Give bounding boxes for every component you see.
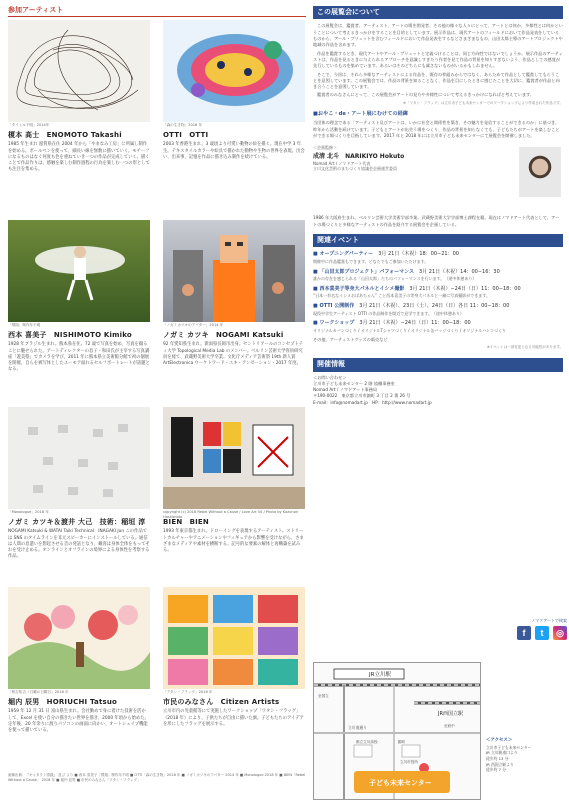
event-desc: 誰かの存在を感じられる「山田太郎」たちのパフォーマンスを行います。（途中休憩あり） (313, 276, 477, 282)
event-title: オープニングパーティー (319, 251, 374, 258)
events-note: ※イベントは一部変更となる可能性があります。 (486, 345, 563, 350)
event-desc: 開催中に作品鑑賞もできます。どなたでもご参加いただけます。 (313, 259, 429, 265)
curator-photo (519, 147, 561, 197)
info-section (313, 358, 563, 406)
event-title: 西本喜美子等身大パネルとイシメ撮影 (319, 285, 405, 292)
about-paragraph: この展覧会は、鑑賞者、アーティスト、アートの場を開発者、その他の様々な人々にとって、アートとは何か、多様性とは何かということについて考えるきっかけをすることを目的としています。展示作品は、現代アートのフィールドにおいて作品発表をしているものから、アール・ブリュットを含むフィールドにおいて作品発表をするなどさまざまなもの、山田太郎主導のアートプロジェクトや地域の作品を含めます。 (313, 23, 563, 48)
instagram-icon[interactable]: ◎ (553, 626, 567, 640)
artwork-caption: 「秋吉佑吉（日曜の日曜日」2016 年 (8, 690, 69, 694)
event-title: 「山田太郎プロジェクト」パフォーマンス (319, 268, 414, 275)
info-column (313, 6, 563, 406)
map-label: 立川南通り (348, 725, 367, 730)
artist-bio: 1993 年東京都生まれ。ドローイングを表現するアーティスト。ストリートカルチャーやアニメーションやフィギュアから影響を受けながら、さまざまなメディアや素材を横断する。記号的な要素の解体と再構築を試みる。 (163, 529, 304, 554)
artwork-caption: copyright (c) 2018 Rebel Without a Cause / Love Art 54 / Photo by Kazunori Hashimoto (163, 510, 299, 519)
map-label: 都立立川高校 (356, 740, 378, 744)
event-desc: “日本一有名なイシメおばあちゃん” こと西本喜美子の等身大パネルと一緒に写真撮影ができます。 (313, 293, 490, 299)
map-station-top: JR立川駅 (369, 672, 391, 678)
artists-section (8, 6, 306, 17)
access-line: JR 西国立駅より (486, 761, 514, 767)
access-line: 立川市子ども未来センター (486, 744, 532, 750)
access-line: 徒歩約 13 分 (486, 755, 509, 761)
social-block (497, 618, 567, 640)
artist-card-otti (163, 20, 305, 161)
artist-name: BIEN BIEN (163, 518, 209, 526)
contact-line: ＜お問い合わせ＞ (313, 374, 347, 380)
artwork-caption: 「飛翔」制作年不明 (8, 323, 41, 327)
event-time: 3月 21日（木祝）−24日（日）11：00−18：00 (359, 319, 471, 326)
info-heading: 開催情報 (313, 358, 563, 371)
map-label: 錦町 (398, 740, 406, 744)
background-heading: ■おやこ・de・アート展にむけての経緯 (313, 111, 408, 118)
events-section (313, 234, 563, 350)
artists-heading: 参加アーティスト (8, 6, 306, 17)
event-time: 3月 21日（木祝）14：00−16：30 (419, 268, 500, 275)
curator-block (313, 145, 563, 213)
artist-name: ノガミ カツキ NOGAMI Katsuki (163, 331, 284, 339)
artist-card-citizen (163, 587, 305, 728)
artwork-citizen-image (163, 587, 305, 689)
artist-name: OTTI OTTI (163, 131, 209, 139)
access-title: ＜アクセス＞ (486, 738, 513, 743)
artist-bio: 1928 年ブラジル生まれ。熊本県在住。72 歳で写真を始め、写真を撮ることに魅せられた。アートディレクターの息子・和田氏が主宰する写真講座「遊美塾」でカメラを学び、2011 年に熊本県立美術館分館で初の個展を開催。自らを被写体としたユーモア溢れるセルフポートレートが話題となる。 (8, 342, 150, 373)
artist-bio: 2003 年香港生まれ。3 歳頃より可愛い動物の絵を描く。現在中学 3 年生。テキスタイルカラーや絵具で描かれた動物や生物の世界を表現。出会い、出来事、記憶を作品に描き込み制作を続けている。 (163, 142, 305, 160)
artist-bio: 1985 年生まれ 滋賀県在住 2004 年から「やまなみ工房」に所属し制作を始める。ボールペンを使って、細長い線を無数に描いていく。モチーフになるものはなく何度も色を重ねていき一つの作品が完成していく。描くことで作品作りは、感触を楽しむ制作過程の行為を楽しむ一つの形としても注目を集める。 (8, 142, 150, 173)
artist-card-bien (163, 407, 305, 554)
event-item: ■ オープニングパーティー 3月 21日（木祝）18：00−21：00 開催中に作品鑑賞もできます。どなたでもご参加いただけます。 (313, 251, 563, 264)
artist-name: 堀内 辰男 HORIUCHI Tatsuo (8, 698, 118, 706)
curator-org: 立川文化芸術のまちづくり協議会企画運営委員 (313, 166, 397, 172)
artwork-enomoto-image (8, 20, 150, 122)
access-line: 徒歩約 7 分 (486, 767, 507, 773)
artwork-nogami-image (163, 220, 305, 322)
map-label: 至府中 (444, 724, 455, 728)
about-paragraph: 鑑賞者のみなさんにとって、この展覧会がアートの見方や多様性について考えるきっかけになればと考えています。 (317, 92, 535, 98)
access-map (313, 662, 481, 800)
events-footer: その他、アーティストグッズの販売など (313, 337, 388, 343)
curator-name: 成清 北斗 NARIKIYO Hokuto (313, 152, 405, 160)
artist-card-enomoto (8, 20, 150, 174)
artist-card-horiuchi (8, 587, 150, 734)
event-time: 3月 21日（木祝）、23日（土）、24日（日）各日 11：00−18：00 (359, 302, 510, 309)
event-title: ワークショップ (319, 319, 355, 326)
events-heading: 関連イベント (313, 234, 563, 247)
event-title: OTTI 公開制作 (319, 302, 355, 309)
access-line: JR 立川駅南口より (486, 750, 518, 756)
event-time: 3月 21日（木祝）18：00−21：00 (378, 251, 459, 258)
artist-name: 榎本 高士 ENOMOTO Takashi (8, 131, 122, 139)
artist-bio: 92 年愛知県生まれ。新潟県長岡市出身。セントリアールのコンセプトティ大学 Topological Media Lab のメンバー。ベルリン芸術大学客員研究員を経て、武蔵野美術大学卒業。文化庁メディア芸術祭 19th 新人賞 ArtElectronica ウーケトワード・エキ・アンゼーション・2017 年度。 (163, 342, 304, 367)
contact-line: Nomad Art / ノマドアート事務局 (313, 387, 378, 393)
map-station-right: JR西国立駅 (438, 711, 463, 717)
artist-name: 西本 喜美子 NISHIMOTO Kimiko (8, 331, 132, 339)
artwork-otti-image (163, 20, 305, 122)
event-item: ■ 西本喜美子等身大パネルとイシメ撮影 3月 21日（木祝）−24日（日）11：00−18：00 “日本一有名なイシメおばあちゃん” こと西本喜美子の等身大パネルと一緒に写真撮影ができます。 (313, 286, 563, 299)
curator-org: Nomad Art / ノマドアート代表 (313, 160, 371, 166)
about-paragraph: そこで、今回は、それら多様なアーティストによる作品を、既存の枠組みからではなく、あらためて作品として鑑賞してもらうことを意図しています。この展覧会では、作品の背景を知ることなく、作品を目にしたときに感じたことを大切に、鑑賞者が作品と向き合うことを意図しています。 (313, 71, 560, 90)
facebook-icon[interactable]: f (517, 626, 531, 640)
curator-bio: 1986 年大阪府生まれ。ベルリン芸術大学美術学部卒業。武蔵野美術大学学部博士課程在籍。現在はノマドアート代表として、アートの場づくりと多様なアーティストの作品を紹介する展覧会を企画している。 (313, 215, 560, 227)
artist-bio: 1959 年 12 月 31 日 富山県生まれ。会社勤めで身に着けた技術を活かして、Excel を使い自分の描きたい世界を描き、2000 年頃から始めた。定年後、20 年余りに渡りパソコンの画面に向かい、オートシェイプ機能を使って描いている。 (8, 709, 149, 734)
contact-line: E-mail：info@nomadart.jp HP：http://www.nomadart.jp (313, 399, 432, 405)
event-desc: 現役中学生アーティスト OTTI の作品制作を間近で見学できます。（途中休憩あり） (313, 310, 464, 316)
event-time: 3月 21日（木祝）−24日（日）11：00−18：00 (409, 285, 521, 292)
artwork-monologue-image (8, 407, 150, 509)
map-label: 立川市役所 (400, 760, 418, 764)
artist-bio: 立川市内の児童館等にて実施したワークショップ「ワタシ・フラッグ」（2018 年）により、子供たちが自由に描いた旗。子どもたちのアイデアを形にしたフラッグを展示する。 (163, 709, 304, 727)
artwork-caption: 「Monologue」2018 年 (8, 510, 49, 514)
event-desc: オリジナルカバンづくり / オリジナルTシャツづくり / オリジナル缶バッジづくり / オリジナルハンコづくり (313, 327, 506, 333)
artist-card-nishimoto (8, 220, 150, 374)
twitter-icon[interactable]: t (535, 626, 549, 640)
background-body: 当団体の理念である「アーティスト及びアートは、いかに社会と関係性を築き、その魅力を発信することができるのか」に基づき、昨年から活動を続けています。子どもとアートが出会う場をつくり、作品の背景を知らなくても、子どもたちがアートを楽しむことができる場づくりを目指しています。2017 年と 2018 年には立川市子ども未来センターにて展覧会を開催しました。 (313, 120, 560, 139)
about-note: ※「ワタシ・フラッグ」は立川市子ども未来センターでのワークショップにより作成された作品です。 (403, 100, 563, 105)
artwork-caption: 「森の生き物」2018 年 (163, 123, 203, 127)
image-credits: 画像出典：『キャタクト図録』 及び より ■ 西本 喜美子「飛翔」制作年不明 ■ OTTI「森の生き物」2018 年 ■ ノガミカツキのアバター 2014 年 ■ Monologue 2018 年 ■ BIEN「Rebel Without a Cause」 2018 年 ■ 堀内 辰男 ■ 市民のみなさん「ワタシ・フラッグ」 (8, 773, 306, 782)
curator-label: ＜企画監修＞ (313, 145, 337, 151)
artwork-horiuchi-image (8, 587, 150, 689)
artwork-bien-image (163, 407, 305, 509)
artwork-caption: 「アタシ・フラッグ」2016 年 (163, 690, 213, 694)
about-body (313, 23, 563, 98)
about-heading: この展覧会について (313, 6, 563, 19)
contact-block (313, 375, 563, 406)
artist-card-monologue (8, 407, 150, 561)
map-label: 至国立 (318, 694, 329, 698)
artist-name: ノガミ カツキ＆渡井 大己 技術：稲垣 淳 (8, 518, 146, 526)
social-label: ノマドアートで検索 (531, 618, 567, 623)
map-building-label: 子ども未来センター (369, 779, 432, 787)
event-item: ■ 「山田太郎プロジェクト」パフォーマンス 3月 21日（木祝）14：00−16：30 誰かの存在を感じられる「山田太郎」たちのパフォーマンスを行います。（途中休憩あり） (313, 269, 563, 282)
about-paragraph: 作品を鑑賞するとき、現代アートやアール・ブリュットと定義づけることは、同じ方向性ではないでしょうか。展示作品のアーティストは、作品を見るときに与えられるアプローチを意識しすぎたり作者を見て作品の背景を知りすぎないよう、作品としての感覚が先行しているものを集めています。あるいはそのどちらにも属さないものがいるかもしれません。 (313, 50, 563, 69)
contact-line: 〒190-0022 東京都立川市錦町 3 丁目 2 番 26 号 (313, 393, 411, 399)
access-info (486, 738, 564, 773)
artwork-nishimoto-image (8, 220, 150, 322)
artist-name: 市民のみなさん Citizen Artists (163, 698, 280, 706)
event-item: ■ OTTI 公開制作 3月 21日（木祝）、23日（土）、24日（日）各日 11：00−18：00 現役中学生アーティスト OTTI の作品制作を間近で見学できます。（途中休憩あり） (313, 303, 563, 316)
artist-bio: NOGAMI Katsuki & WATAI Taiki Technical：INAGAKI Jun この作品では SNS のタイムラインを耳元スピーカーにインストールしている。通信は人間の息遣いを想起させる音の発話となり、観客は身体全体をもってそれを受け止める。オンラインとオフラインの境界による身体性を考察する作品。 (8, 529, 150, 560)
artist-card-nogami (163, 220, 305, 367)
artwork-caption: 「ノガミカツキのアバター」2014 年 (163, 323, 224, 327)
contact-line: 立川市子ども未来センター 2 階 協働事務室 (313, 380, 395, 386)
artwork-caption: 「タイトル不明」2014年 (8, 123, 50, 127)
event-item: ■ ワークショップ 3月 21日（木祝）−24日（日）11：00−18：00 オリジナルカバンづくり / オリジナルTシャツづくり / オリジナル缶バッジづくり / オリジナルハンコづくり (313, 320, 563, 333)
